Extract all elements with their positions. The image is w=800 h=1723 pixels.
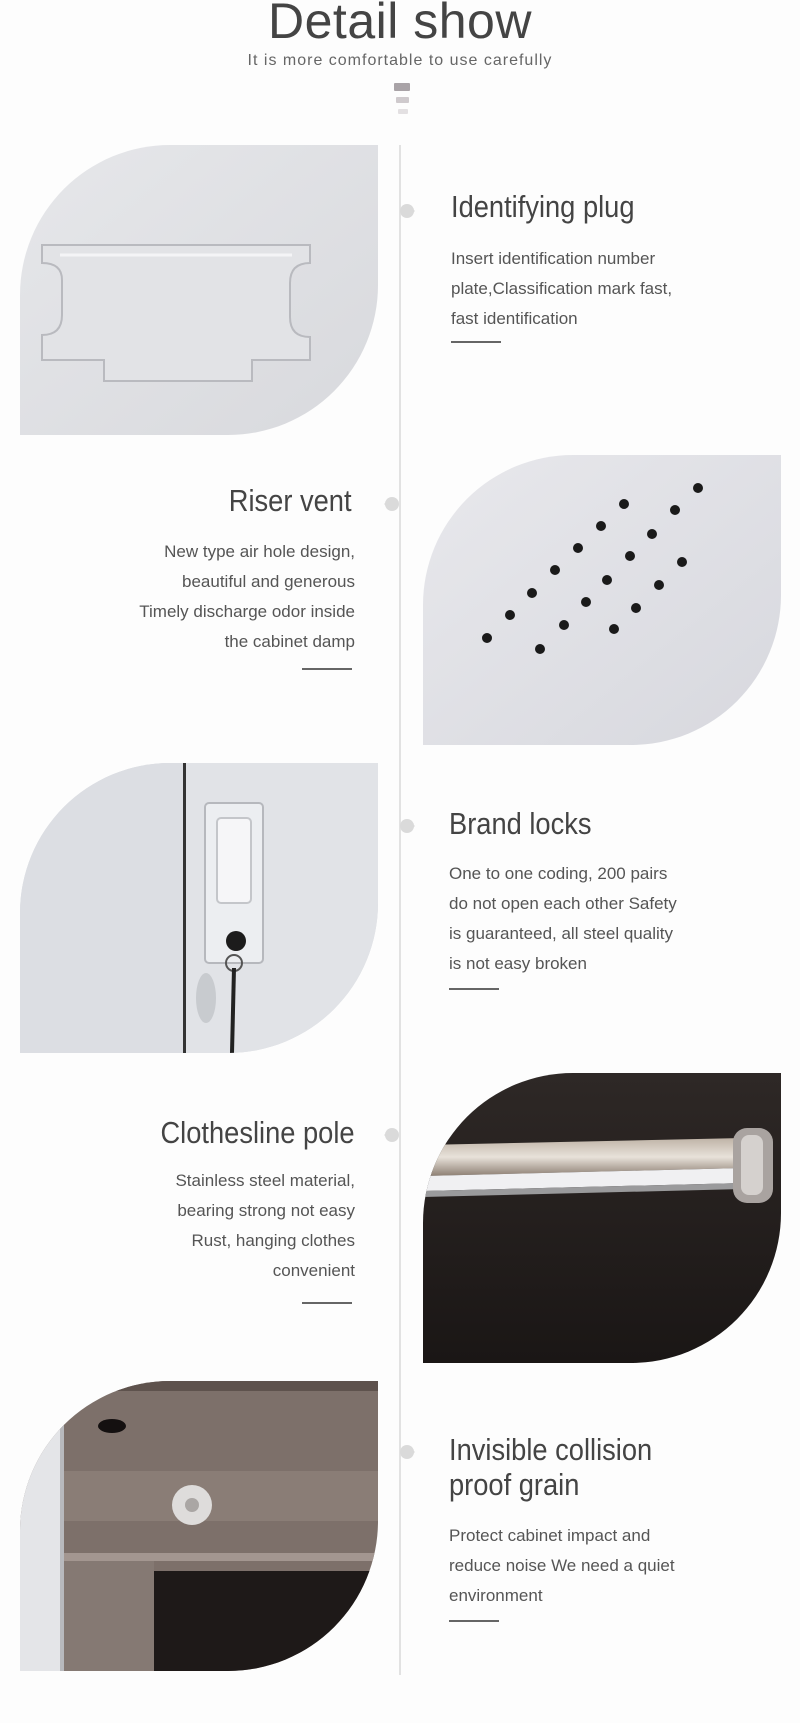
divider-rule bbox=[302, 668, 352, 670]
feature-desc-riser-vent bbox=[95, 537, 355, 657]
decor-bar bbox=[396, 97, 409, 103]
feature-title-riser-vent: Riser vent bbox=[229, 483, 352, 518]
page-subtitle: It is more comfortable to use carefully bbox=[247, 52, 553, 69]
feature-desc-clothesline-pole bbox=[95, 1166, 355, 1286]
timeline-marker bbox=[400, 204, 414, 218]
divider-rule bbox=[449, 1620, 499, 1622]
decor-bar bbox=[398, 109, 408, 114]
desc-line: Protect cabinet impact and bbox=[449, 1526, 651, 1545]
bumper-grain-photo bbox=[20, 1381, 378, 1671]
feature-title-brand-locks: Brand locks bbox=[449, 806, 592, 841]
desc-line: fast identification bbox=[451, 309, 578, 328]
desc-line: is not easy broken bbox=[449, 954, 587, 973]
feature-desc-identifying-plug bbox=[451, 244, 751, 334]
divider-rule bbox=[451, 341, 501, 343]
title-line: Invisible collision bbox=[449, 1432, 653, 1467]
air-vent-photo bbox=[423, 455, 781, 745]
desc-line: bearing strong not easy bbox=[177, 1201, 355, 1220]
desc-line: Insert identification number bbox=[451, 249, 656, 268]
feature-desc-invisible-collision-proof-grain bbox=[449, 1521, 749, 1611]
desc-line: Stainless steel material, bbox=[175, 1171, 355, 1190]
feature-title-invisible-collision-proof-grain bbox=[449, 1432, 652, 1503]
divider-rule bbox=[449, 988, 499, 990]
timeline-marker bbox=[400, 1445, 414, 1459]
timeline-line bbox=[399, 145, 401, 1675]
feature-title-identifying-plug: Identifying plug bbox=[451, 189, 635, 224]
desc-line: do not open each other Safety bbox=[449, 894, 677, 913]
desc-line: reduce noise We need a quiet bbox=[449, 1556, 675, 1575]
clothes-rail-photo bbox=[423, 1073, 781, 1363]
identification-plate-photo bbox=[20, 145, 378, 435]
desc-line: plate,Classification mark fast, bbox=[451, 279, 673, 298]
door-lock-photo bbox=[20, 763, 378, 1053]
desc-line: One to one coding, 200 pairs bbox=[449, 864, 668, 883]
desc-line: the cabinet damp bbox=[224, 632, 355, 651]
desc-line: Rust, hanging clothes bbox=[191, 1231, 355, 1250]
desc-line: is guaranteed, all steel quality bbox=[449, 924, 673, 943]
timeline-marker bbox=[385, 1128, 399, 1142]
divider-rule bbox=[302, 1302, 352, 1304]
timeline-marker bbox=[400, 819, 414, 833]
desc-line: New type air hole design, bbox=[164, 542, 355, 561]
feature-title-clothesline-pole: Clothesline pole bbox=[160, 1115, 355, 1150]
desc-line: convenient bbox=[272, 1261, 355, 1280]
title-line: proof grain bbox=[449, 1467, 580, 1502]
page-title: Detail show bbox=[268, 0, 532, 49]
desc-line: Timely discharge odor inside bbox=[139, 602, 355, 621]
desc-line: environment bbox=[449, 1586, 543, 1605]
feature-desc-brand-locks bbox=[449, 859, 749, 979]
timeline-marker bbox=[385, 497, 399, 511]
decor-bar bbox=[394, 83, 410, 91]
desc-line: beautiful and generous bbox=[182, 572, 355, 591]
